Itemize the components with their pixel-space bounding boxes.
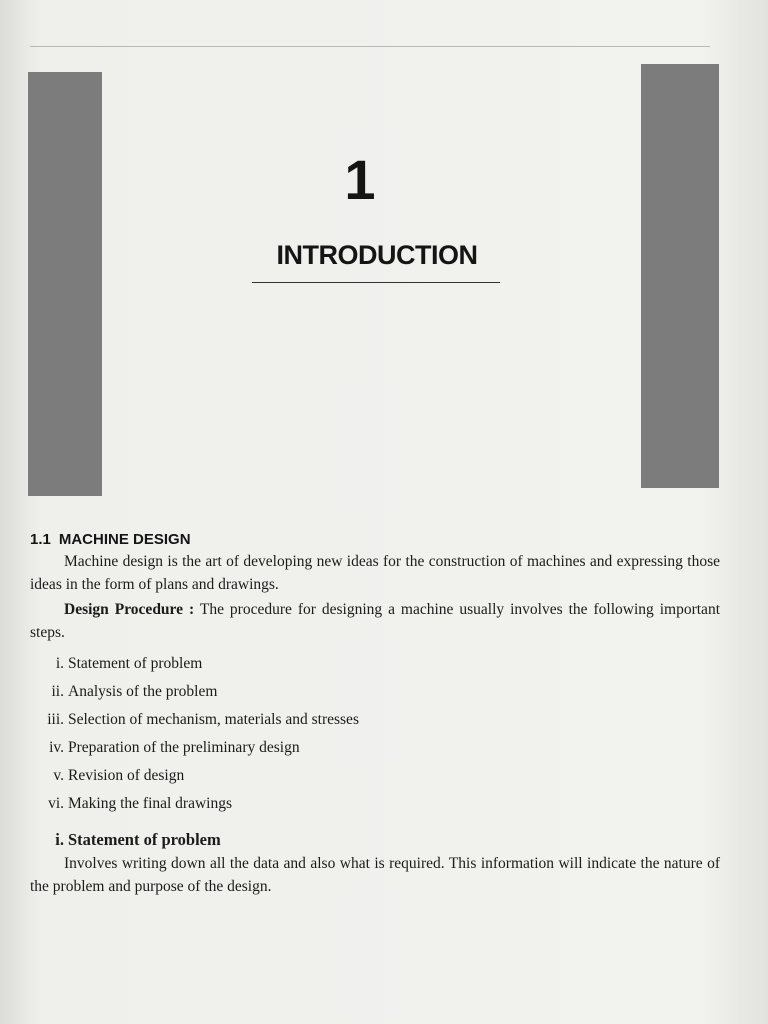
procedure-label: Design Procedure : [64, 601, 195, 618]
intro-paragraph [30, 550, 720, 596]
section-title: MACHINE DESIGN [58, 531, 191, 548]
procedure-text: The procedure for designing a machine usually involves the following important steps. [30, 601, 720, 641]
left-decorative-bar [28, 72, 102, 496]
right-decorative-bar [641, 64, 719, 488]
subsection-heading [30, 830, 221, 850]
list-item: iv. Preparation of the preliminary design [49, 739, 300, 756]
chapter-title: INTRODUCTION [276, 240, 478, 270]
procedure-paragraph [30, 598, 720, 644]
section-heading [30, 531, 191, 548]
list-item: ii. Analysis of the problem [51, 683, 218, 700]
header-rule [30, 46, 710, 47]
list-item: i. Statement of problem [55, 655, 203, 672]
section-number: 1.1 [30, 531, 51, 548]
chapter-number: 1 [344, 148, 376, 211]
list-item: vi. Making the final drawings [48, 795, 233, 812]
subsection-paragraph [30, 852, 720, 898]
list-item: iii. Selection of mechanism, materials and stresses [47, 711, 359, 728]
intro-text: Machine design is the art of developing new ideas for the construction of machines and expressing those ideas in the form of plans and drawings. [30, 553, 720, 593]
subsection-numeral: i. [55, 830, 64, 849]
list-item: v. Revision of design [53, 767, 185, 784]
subsection-title: Statement of problem [68, 830, 221, 849]
chapter-title-underline [252, 282, 500, 283]
design-steps-list [30, 652, 359, 820]
subsection-text: Involves writing down all the data and also what is required. This information will indicate the nature of the problem and purpose of the design. [30, 855, 720, 895]
